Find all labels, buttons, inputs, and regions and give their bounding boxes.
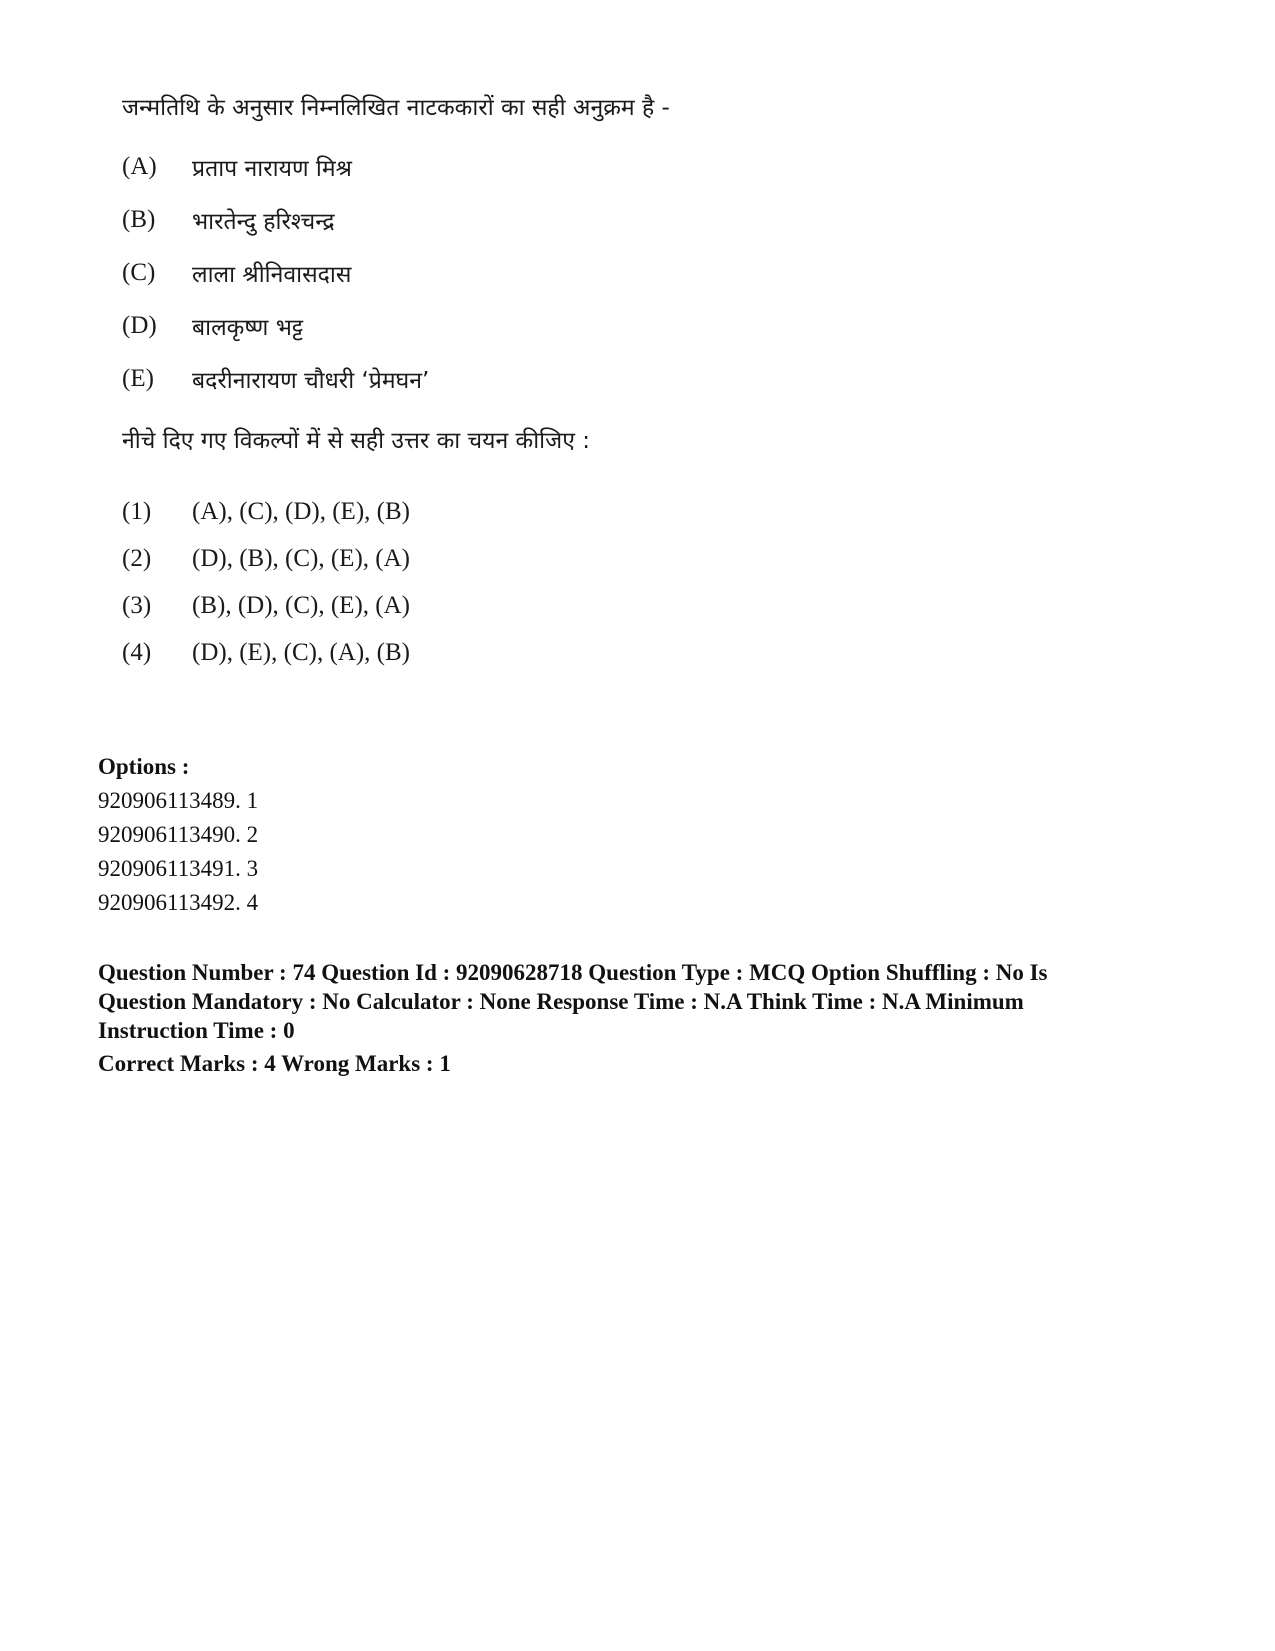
item-text: लाला श्रीनिवासदास <box>192 261 352 288</box>
choice-text: (D), (E), (C), (A), (B) <box>192 638 410 666</box>
option-line: 920906113491. 3 <box>98 856 259 881</box>
item-text: प्रताप नारायण मिश्र <box>192 155 352 182</box>
marks-line: Correct Marks : 4 Wrong Marks : 1 <box>98 1051 451 1076</box>
item-label: (E) <box>122 364 154 392</box>
question-metadata <box>98 958 1178 1079</box>
choice-text: (A), (C), (D), (E), (B) <box>192 497 410 525</box>
choice-label: (2) <box>122 544 152 572</box>
answer-choice-4 <box>122 629 1022 676</box>
item-label: (A) <box>122 152 157 180</box>
item-label: (C) <box>122 258 156 286</box>
metadata-line: Instruction Time : 0 <box>98 1018 295 1043</box>
metadata-line: Question Mandatory : No Calculator : None Response Time : N.A Think Time : N.A Minimum <box>98 989 1024 1014</box>
question-item-e <box>122 352 1022 405</box>
answer-choice-1 <box>122 488 1022 535</box>
question-item-b <box>122 193 1022 246</box>
choice-label: (4) <box>122 638 152 666</box>
choice-text: (B), (D), (C), (E), (A) <box>192 591 410 619</box>
answer-choice-2 <box>122 535 1022 582</box>
answer-choice-3 <box>122 582 1022 629</box>
question-item-d <box>122 299 1022 352</box>
question-instruction: नीचे दिए गए विकल्पों में से सही उत्तर का चयन कीजिए : <box>122 428 590 454</box>
question-item-a <box>122 140 1022 193</box>
item-label: (D) <box>122 311 157 339</box>
choice-label: (3) <box>122 591 152 619</box>
options-heading: Options : <box>98 754 190 779</box>
answer-choices <box>122 488 1022 676</box>
question-stem: जन्मतिथि के अनुसार निम्नलिखित नाटककारों का सही अनुक्रम है - <box>122 95 670 121</box>
item-label: (B) <box>122 205 156 233</box>
item-text: बालकृष्ण भट्ट <box>192 314 304 341</box>
question-image <box>122 88 1022 676</box>
options-section <box>98 750 998 920</box>
metadata-line: Question Number : 74 Question Id : 92090628718 Question Type : MCQ Option Shuffling : No Is <box>98 960 1048 985</box>
choice-text: (D), (B), (C), (E), (A) <box>192 544 410 572</box>
option-line: 920906113489. 1 <box>98 788 259 813</box>
option-line: 920906113490. 2 <box>98 822 259 847</box>
choice-label: (1) <box>122 497 152 525</box>
option-line: 920906113492. 4 <box>98 890 259 915</box>
item-text: भारतेन्दु हरिश्चन्द्र <box>192 208 335 235</box>
question-items <box>122 140 1022 405</box>
item-text: बदरीनारायण चौधरी ‘प्रेमघन’ <box>192 367 430 394</box>
question-item-c <box>122 246 1022 299</box>
